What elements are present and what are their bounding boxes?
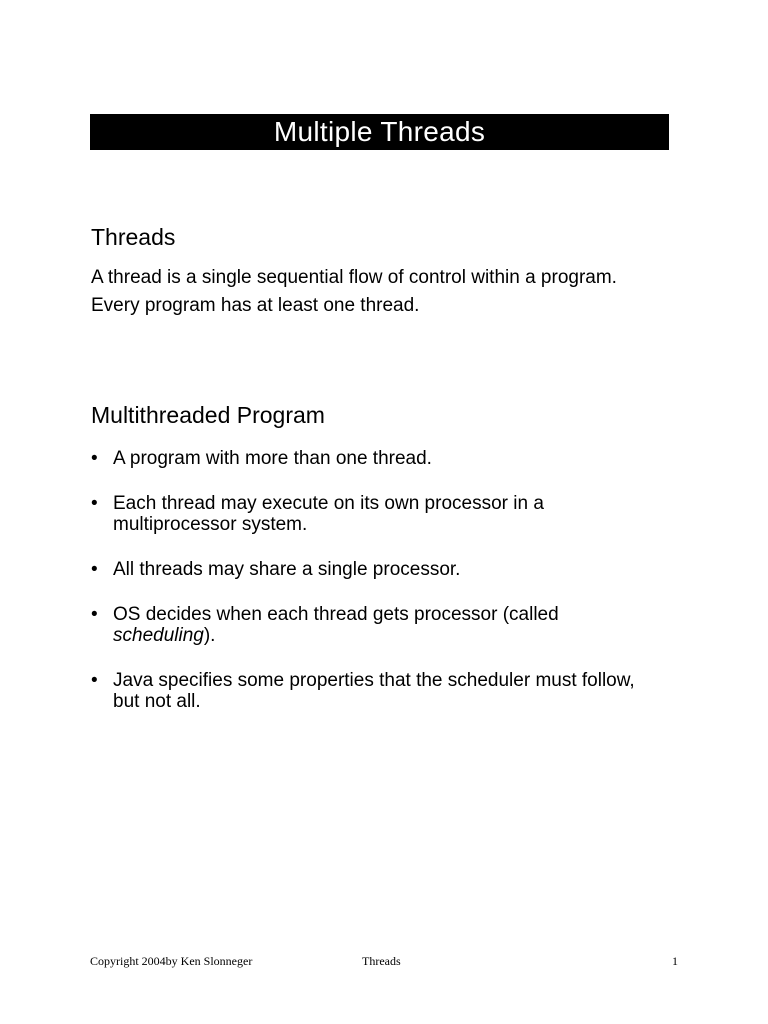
section-heading-threads: Threads: [91, 224, 176, 250]
bullet-text-before: OS decides when each thread gets processor (called: [113, 604, 559, 625]
bullet-text: Each thread may execute on its own processor in a multiprocessor system.: [113, 493, 544, 535]
footer-copyright: Copyright 2004by Ken Slonneger: [90, 954, 253, 968]
list-item: [91, 670, 651, 712]
definition-line-2: Every program has at least one thread.: [91, 295, 420, 316]
threads-definition: [91, 264, 711, 320]
bullet-text: A program with more than one thread.: [113, 448, 432, 469]
page-title-bar: [90, 114, 669, 150]
bullet-icon: •: [91, 448, 98, 469]
bullet-icon: •: [91, 604, 98, 625]
bullet-text-after: ).: [203, 625, 216, 646]
bullet-emphasis: scheduling: [113, 625, 204, 646]
list-item: [91, 448, 651, 469]
section-heading-multithreaded: Multithreaded Program: [91, 402, 325, 428]
bullet-icon: •: [91, 493, 98, 514]
definition-line-1: A thread is a single sequential flow of control within a program.: [91, 267, 617, 288]
list-item: [91, 493, 651, 535]
bullet-list: [91, 448, 651, 736]
footer-topic: Threads: [362, 954, 401, 968]
list-item: [91, 604, 651, 646]
bullet-icon: •: [91, 670, 98, 691]
page-title: Multiple Threads: [273, 116, 486, 147]
list-item: [91, 559, 651, 580]
bullet-text: Java specifies some properties that the scheduler must follow, but not all.: [113, 670, 635, 712]
footer-page-number: 1: [672, 954, 678, 968]
bullet-icon: •: [91, 559, 98, 580]
bullet-text: All threads may share a single processor.: [113, 559, 461, 580]
